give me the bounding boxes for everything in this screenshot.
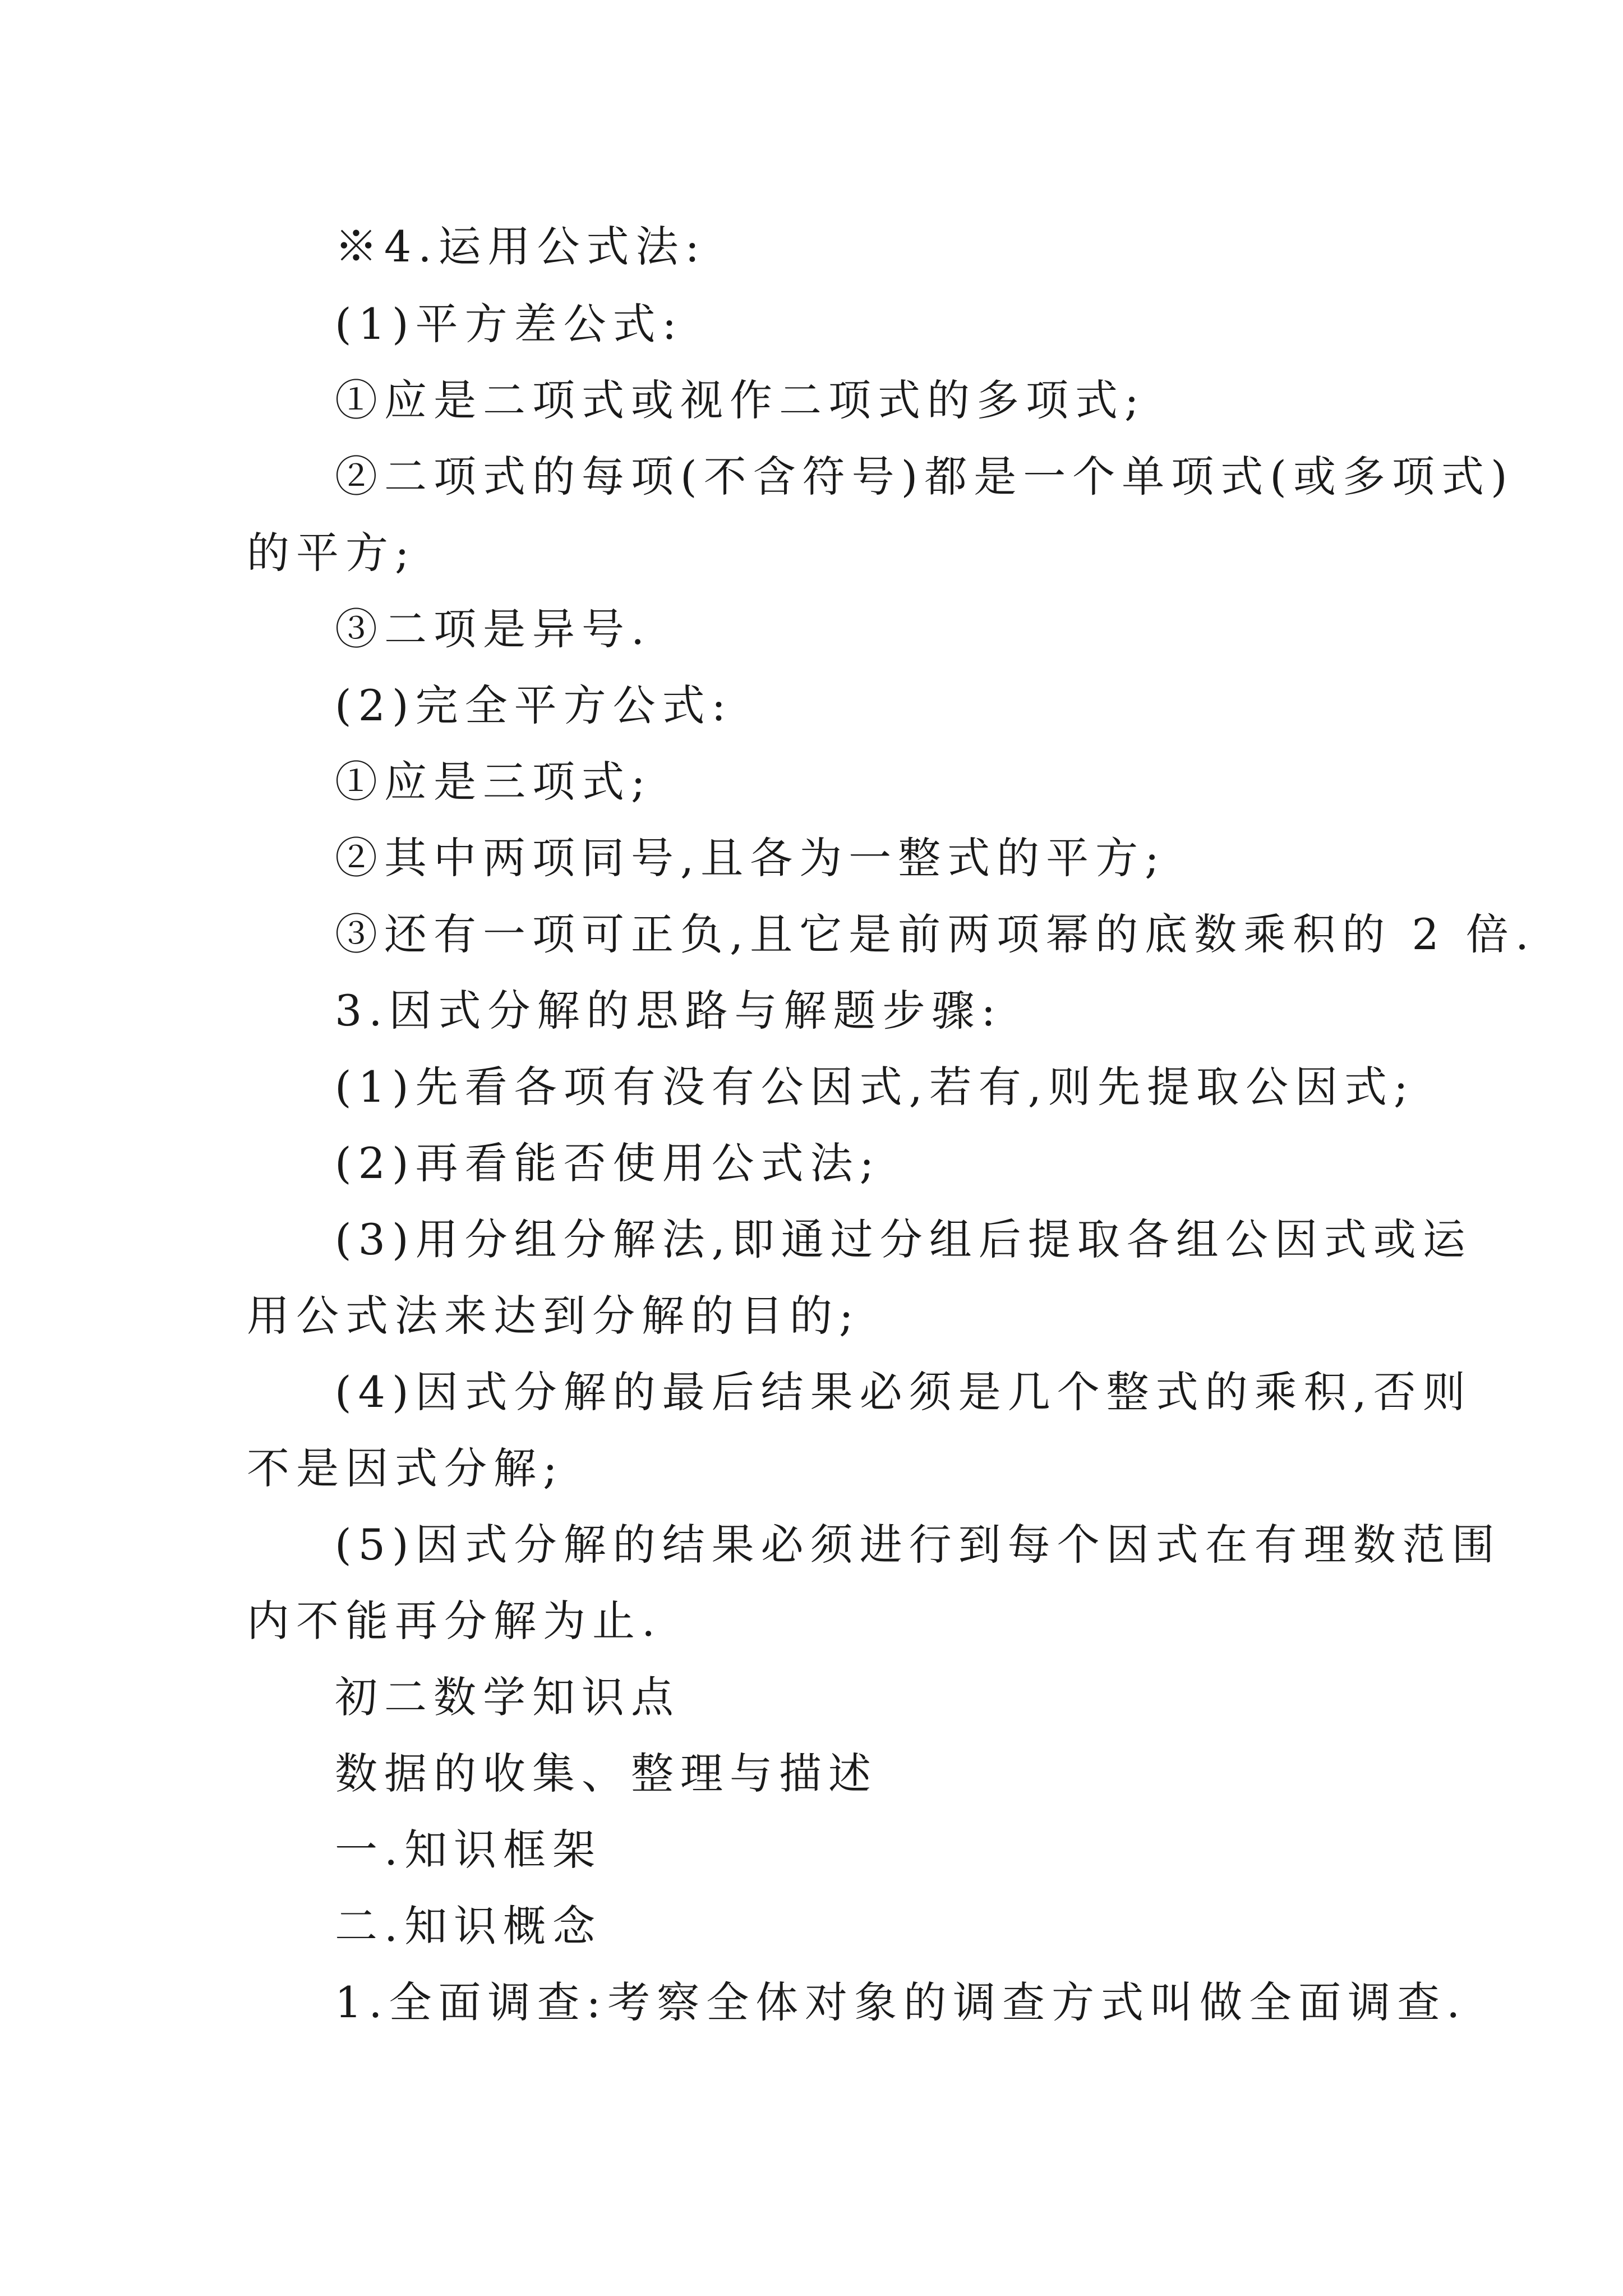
text-line: (1)平方差公式: (335, 299, 684, 349)
text-line: 内不能再分解为止. (247, 1596, 662, 1646)
text-line: ※4.运用公式法: (335, 222, 707, 272)
text-line: 不是因式分解; (247, 1443, 564, 1493)
text-line: ②其中两项同号,且各为一整式的平方; (335, 833, 1166, 883)
text-line: ③还有一项可正负,且它是前两项幂的底数乘积的 2 倍. (335, 909, 1536, 959)
text-line: 1.全面调查:考察全体对象的调查方式叫做全面调查. (335, 1977, 1467, 2027)
text-line: 初二数学知识点 (335, 1672, 680, 1722)
text-line: ①应是三项式; (335, 757, 652, 807)
text-line: 数据的收集、整理与描述 (335, 1749, 878, 1798)
text-line: (5)因式分解的结果必须进行到每个因式在有理数范围 (335, 1520, 1501, 1570)
text-line: ②二项式的每项(不含符号)都是一个单项式(或多项式) (335, 452, 1514, 501)
text-line: (3)用分组分解法,即通过分组后提取各组公因式或运 (335, 1214, 1472, 1264)
text-line: (1)先看各项有没有公因式,若有,则先提取公因式; (335, 1062, 1415, 1112)
text-line: 3.因式分解的思路与解题步骤: (335, 986, 1003, 1036)
text-line: (4)因式分解的最后结果必须是几个整式的乘积,否则 (335, 1367, 1472, 1417)
text-line: (2)完全平方公式: (335, 680, 733, 730)
text-line: ①应是二项式或视作二项式的多项式; (335, 375, 1146, 425)
text-line: 二.知识概念 (335, 1901, 602, 1951)
text-line: 用公式法来达到分解的目的; (247, 1291, 860, 1341)
text-line: ③二项是异号. (335, 604, 652, 654)
text-line: 一.知识框架 (335, 1825, 602, 1875)
text-line: 的平方; (247, 528, 416, 578)
text-line: (2)再看能否使用公式法; (335, 1138, 881, 1188)
